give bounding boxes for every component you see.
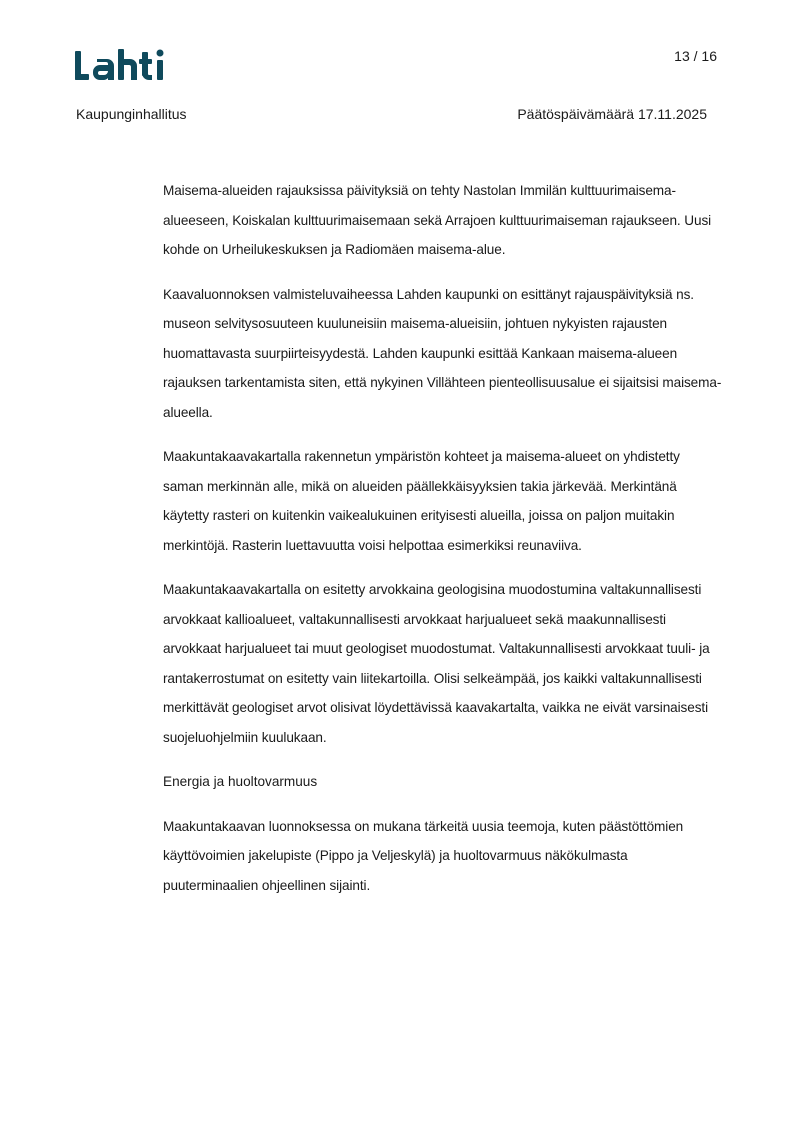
decision-date: Päätöspäivämäärä 17.11.2025	[517, 106, 707, 122]
lahti-logo-icon	[75, 46, 170, 82]
logo-text	[75, 82, 76, 83]
paragraph-geological-formations: Maakuntakaavakartalla on esitetty arvokkaina geologisina muodostumina valtakunnallisesti arvokkaat kallioalueet, valtakunnallisesti arvokkaat harjualueet sekä maakunnallisesti arvokkaat harjualueet tai muut geologiset muodostumat. Valtakunnallisesti arvokkaat tuuli- ja rantakerrostumat on esitetty vain liitekartoilla. Olisi selkeämpää, jos kaikki valtakunnallisesti merkittävät geologiset arvot olisivat löydettävissä kaavakartalta, vaikka ne eivät varsinaisesti suojeluohjelmiin kuulukaan.	[163, 582, 710, 745]
lahti-logo	[75, 46, 170, 82]
section-heading-energy: Energia ja huoltovarmuus	[163, 774, 318, 789]
organization-name: Kaupunginhallitus	[76, 106, 187, 122]
document-body	[163, 176, 723, 915]
paragraph-energy: Maakuntakaavan luonnoksessa on mukana tärkeitä uusia teemoja, kuten päästöttömien käyttövoimien jakelupiste (Pippo ja Veljeskylä) ja huoltovarmuus näkökulmasta puuterminaalien ohjeellinen sijainti.	[163, 818, 684, 893]
paragraph-landscape-areas: Maisema-alueiden rajauksissa päivityksiä on tehty Nastolan Immilän kulttuurimaisema-alueeseen, Koiskalan kulttuurimaisemaan sekä Arrajoen kulttuurimaiseman rajaukseen. Uusi kohde on Urheilukeskuksen ja Radiomäen maisema-alue.	[163, 183, 712, 257]
paragraph-draft-preparation: Kaavaluonnoksen valmisteluvaiheessa Lahden kaupunki on esittänyt rajauspäivityksiä ns. museon selvitysosuuteen kuuluneisiin maisema-alueisiin, johtuen nykyisten rajausten huomattavasta suurpiirteisyydestä. Lahden kaupunki esittää Kankaan maisema-alueen rajauksen tarkentamista siten, että nykyinen Villähteen pienteollisuusalue ei sijaitsisi maisema-alueella.	[163, 286, 722, 420]
paragraph-built-environment: Maakuntakaavakartalla rakennetun ympäristön kohteet ja maisema-alueet on yhdistetty saman merkinnän alle, mikä on alueiden päällekkäisyyksien takia järkevää. Merkintänä käytetty rasteri on kuitenkin vaikealukuinen erityisesti alueilla, joissa on paljon muitakin merkintöjä. Rasterin luettavuutta voisi helpottaa esimerkiksi reunaviiva.	[163, 449, 680, 553]
page-number: 13 / 16	[674, 48, 717, 64]
